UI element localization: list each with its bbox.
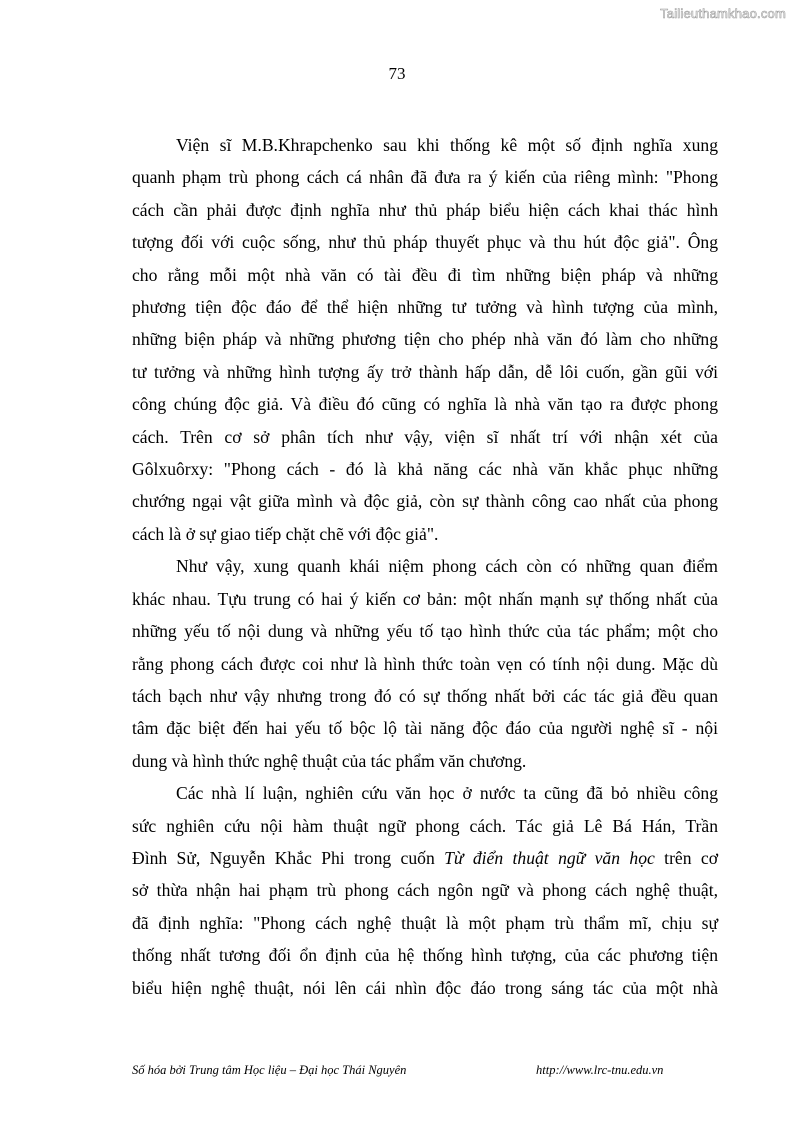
text-line: những biện pháp và những phương tiện cho phép nhà văn đó làm cho những: [132, 329, 718, 350]
text-line: biểu hiện nghệ thuật, nói lên cái nhìn độc đáo trong sáng tác của một nhà: [132, 977, 718, 998]
text-line: thống nhất tương đối ổn định của hệ thống hình tượng, của các phương tiện: [132, 945, 718, 966]
text-line: cách là ở sự giao tiếp chặt chẽ với độc giả".: [132, 523, 439, 544]
paragraph-3: [132, 777, 718, 1004]
text-line: Viện sĩ M.B.Khrapchenko sau khi thống kê một số định nghĩa xung: [176, 135, 718, 155]
text-line: cách. Trên cơ sở phân tích như vậy, viện sĩ nhất trí với nhận xét của: [132, 426, 718, 447]
text-line: đã định nghĩa: "Phong cách nghệ thuật là một phạm trù thẩm mĩ, chịu sự: [132, 912, 718, 933]
text-line: những yếu tố nội dung và những yếu tố tạo hình thức của tác phẩm; một cho: [132, 621, 718, 642]
text-line: tách bạch như vậy nhưng trong đó có sự thống nhất bởi các tác giả đều quan: [132, 685, 718, 706]
text-line: tư tưởng và những hình tượng ấy trở thành hấp dẫn, dễ lôi cuốn, gần gũi với: [132, 361, 718, 382]
text-line: sở thừa nhận hai phạm trù phong cách ngôn ngữ và phong cách nghệ thuật,: [132, 880, 718, 901]
text-line: tâm đặc biệt đến hai yếu tố bộc lộ tài năng độc đáo của người nghệ sĩ - nội: [132, 718, 718, 739]
footer-source: Số hóa bởi Trung tâm Học liệu – Đại học Thái Nguyên: [132, 1063, 407, 1077]
text-segment: trên cơ: [654, 847, 719, 868]
text-line: công chúng độc giả. Và điều đó cũng có nghĩa là nhà văn tạo ra được phong: [132, 394, 718, 415]
document-body: [132, 129, 718, 1004]
text-line: dung và hình thức nghệ thuật của tác phẩm văn chương.: [132, 750, 527, 771]
text-line: cách cần phải được định nghĩa như thủ pháp biểu hiện cách khai thác hình: [132, 199, 718, 220]
book-title: Từ điển thuật ngữ văn học: [444, 847, 655, 868]
text-line: sức nghiên cứu nội hàm thuật ngữ phong cách. Tác giả Lê Bá Hán, Trần: [132, 815, 718, 836]
paragraph-2: [132, 550, 718, 777]
text-line-with-title: [132, 842, 718, 874]
text-line: Các nhà lí luận, nghiên cứu văn học ở nước ta cũng đã bỏ nhiều công: [176, 783, 718, 804]
text-line: cho rằng mỗi một nhà văn có tài đều đi tìm những biện pháp và những: [132, 264, 718, 285]
text-line: Gôlxuôrxy: "Phong cách - đó là khả năng các nhà văn khắc phục những: [132, 459, 718, 480]
paragraph-1: [132, 129, 718, 550]
text-line: rằng phong cách được coi như là hình thức toàn vẹn có tính nội dung. Mặc dù: [132, 653, 718, 674]
text-segment: Đình Sử, Nguyễn Khắc Phi trong cuốn: [132, 847, 445, 868]
text-line: khác nhau. Tựu trung có hai ý kiến cơ bản: một nhấn mạnh sự thống nhất của: [132, 588, 718, 609]
page-number: 73: [388, 64, 406, 83]
text-line: phương tiện độc đáo để thể hiện những tư tưởng và hình tượng của mình,: [132, 297, 718, 318]
text-line: tượng đối với cuộc sống, như thủ pháp thuyết phục và thu hút độc giả". Ông: [132, 232, 718, 253]
text-line: Như vậy, xung quanh khái niệm phong cách còn có những quan điểm: [176, 556, 718, 577]
footer-url[interactable]: http://www.lrc-tnu.edu.vn: [536, 1063, 664, 1077]
text-line: quanh phạm trù phong cách cá nhân đã đưa ra ý kiến của riêng mình: "Phong: [132, 167, 718, 188]
text-line: chướng ngại vật giữa mình và độc giả, còn sự thành công cao nhất của phong: [132, 491, 718, 512]
watermark: Tailieuthamkhao.com: [660, 6, 786, 21]
